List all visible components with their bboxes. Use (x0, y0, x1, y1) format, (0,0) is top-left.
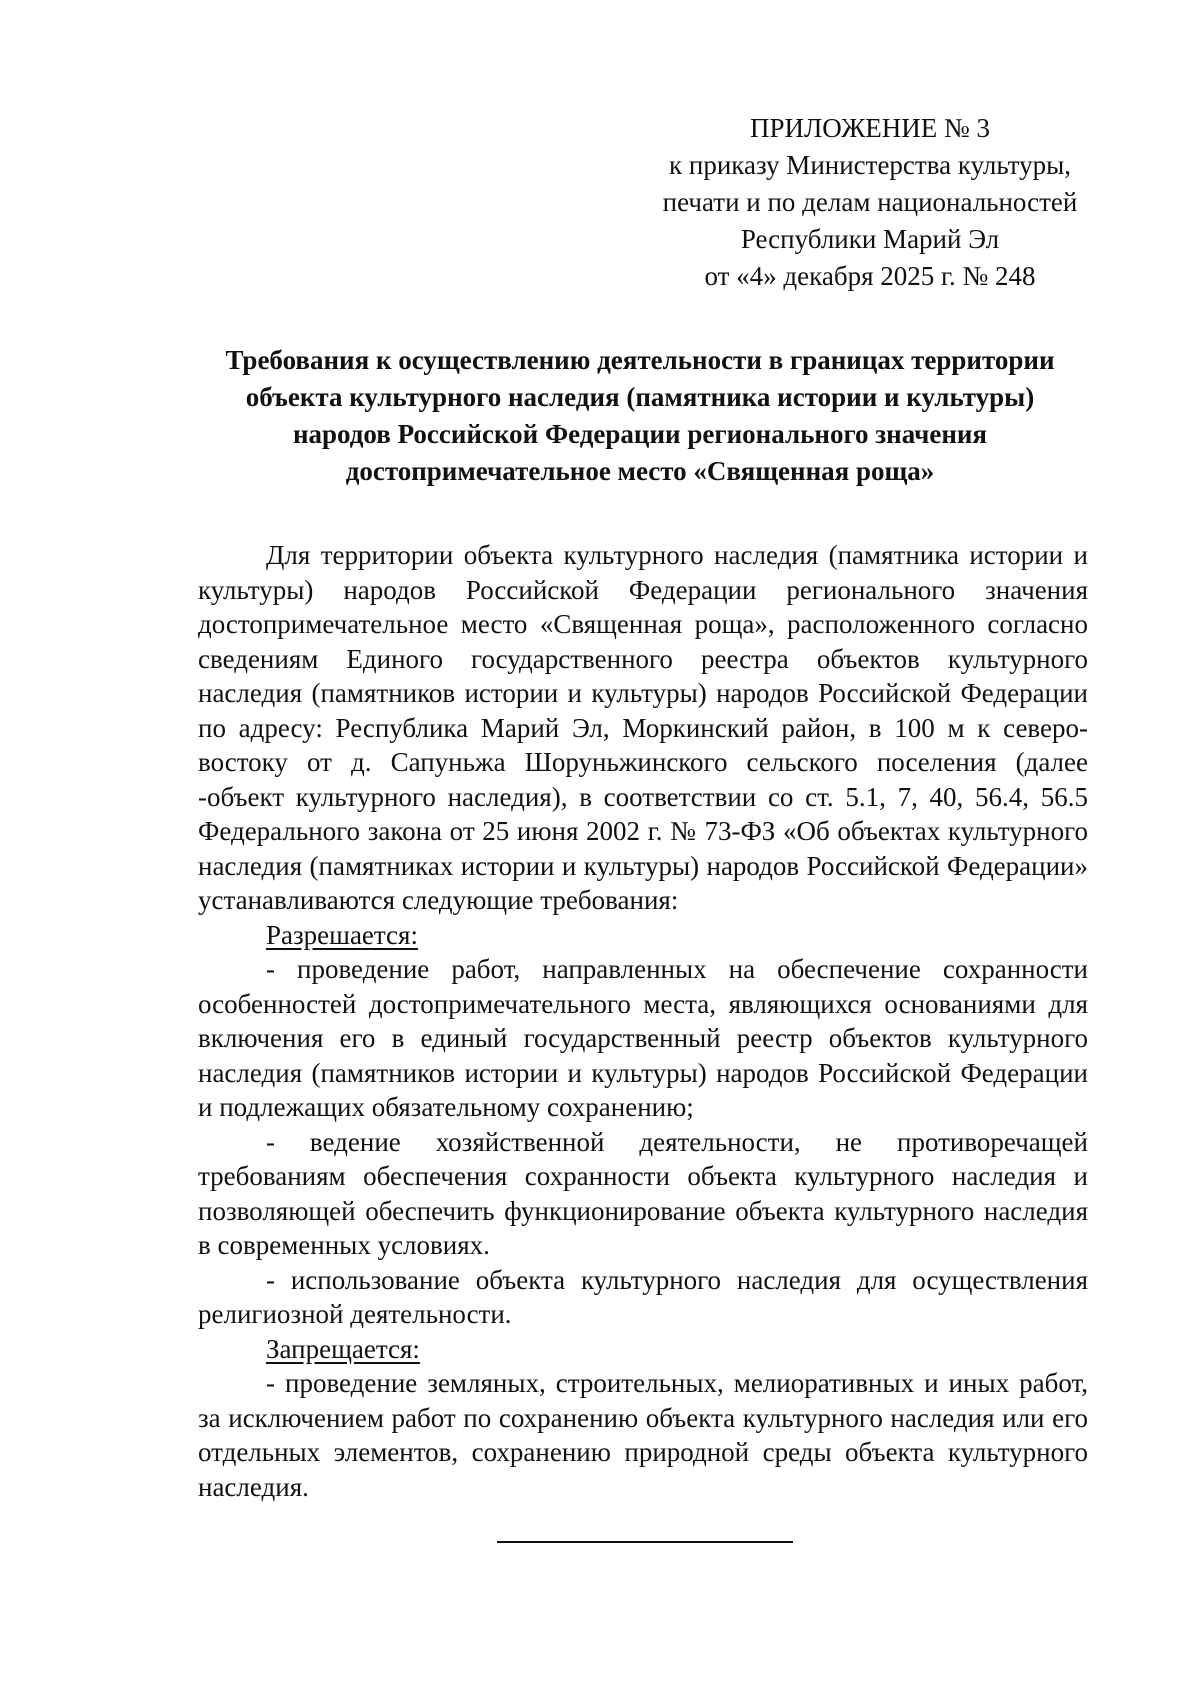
appendix-number: ПРИЛОЖЕНИЕ № 3 (749, 113, 991, 143)
title-line: объекта культурного наследия (памятника истории и культуры) (245, 382, 1035, 412)
allowed-heading: Разрешается: (266, 919, 418, 950)
allowed-item: - ведение хозяйственной деятельности, не противоречащей требованиям обеспечения сохранности объекта культурного наследия и позволяющей обеспечить функционирование объекта культурного наследия в современных условиях. (198, 1126, 1088, 1260)
title-line: достопримечательное место «Священная роща» (345, 456, 935, 486)
appendix-order-ref: к приказу Министерства культуры, (669, 150, 1071, 180)
prohibited-item: - проведение земляных, строительных, мелиоративных и иных работ, за исключением работ по сохранению объекта культурного наследия или его отдельных элементов, сохранению природной среды объекта культурного наследия. (198, 1368, 1088, 1502)
allowed-section (198, 918, 1088, 953)
document-title (190, 342, 1090, 490)
appendix-header (640, 110, 1100, 295)
prohibited-heading: Запрещается: (266, 1333, 420, 1364)
end-separator-line (497, 1541, 793, 1543)
allowed-item: - использование объекта культурного наследия для осуществления религиозной деятельности. (198, 1264, 1088, 1329)
prohibited-section (198, 1332, 1088, 1367)
title-line: народов Российской Федерации регионального значения (292, 419, 988, 449)
appendix-republic: Республики Марий Эл (740, 224, 1000, 254)
document-body (198, 538, 1088, 1504)
allowed-item: - проведение работ, направленных на обеспечение сохранности особенностей достопримечательного места, являющихся основаниями для включения его в единый государственный реестр объектов культурного наследия (памятников истории и культуры) народов Российской Федерации и подлежащих обязательному сохранению; (198, 954, 1088, 1122)
intro-paragraph: Для территории объекта культурного наследия (памятника истории и культуры) народов Российской Федерации регионального значения достопримечательное место «Священная роща», расположенного согласно сведениям Единого государственного реестра объектов культурного наследия (памятников истории и культуры) народов Российской Федерации по адресу: Республика Марий Эл, Моркинский район, в 100 м к северо-востоку от д. Сапуньжа Шоруньжинского сельского поселения (далее -объект культурного наследия), в соответствии со ст. 5.1, 7, 40, 56.4, 56.5 Федерального закона от 25 июня 2002 г. № 73-ФЗ «Об объектах культурного наследия (памятниках истории и культуры) народов Российской Федерации» устанавливаются следующие требования: (198, 540, 1088, 915)
appendix-ministry: печати и по делам национальностей (662, 187, 1078, 217)
appendix-date: от «4» декабря 2025 г. № 248 (704, 261, 1036, 291)
title-line: Требования к осуществлению деятельности в границах территории (225, 345, 1055, 375)
